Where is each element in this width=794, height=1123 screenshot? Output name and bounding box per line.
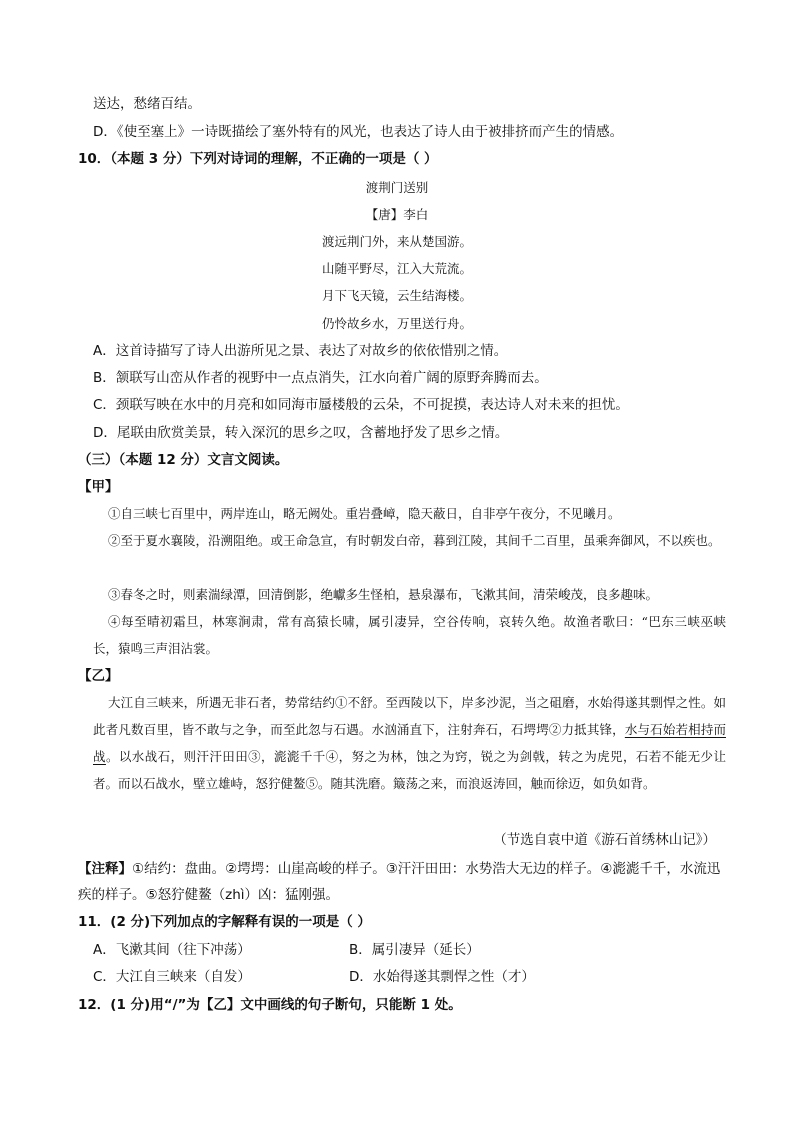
q11-option-c: C．大江自三峡来（自发） [93, 969, 251, 985]
yi-text-part-2: 。以水战石，则汗汗田田③，滮滮千千④，努之为林，蚀之为窍，锐之为剑戟，转之为虎兕，石若不能无少让者。而以石战水，壁立雄峙，怒狞健鳌⑤。随其洗磨。簸荡之来，而浪返涛回，触而徐迈，如负如背。 [93, 749, 726, 791]
notes-label: 【注释】 [78, 861, 132, 877]
q10-option-a: A．这首诗描写了诗人出游所见之景、表达了对故乡的依依惜别之情。 [93, 343, 508, 359]
poem-line: 山随平野尽，江入大荒流。 [321, 261, 472, 276]
poem-line: 渡远荆门外，来从楚国游。 [321, 234, 472, 249]
q10-option-d: D．尾联由欣赏美景，转入深沉的思乡之叹，含蓄地抒发了思乡之情。 [93, 425, 509, 441]
q10-option-c: C．颈联写映在水中的月亮和如同海市蜃楼般的云朵，不可捉摸，表达诗人对未来的担忧。 [93, 397, 629, 413]
yi-text-part-1: 大江自三峡来，所遇无非石者，势常结约①不舒。至西陵以下，岸多沙泥，当之砠磨，水始得遂其剽悍之性。如此者凡数百里，皆不敢与之争，而至此忽与石遇。水汹涌直下，注射奔石，石堮堮②力抵其锋， [93, 695, 726, 737]
jia-paragraph: ②至于夏水襄陵，沿溯阻绝。或王命急宣，有时朝发白帝，暮到江陵，其间千二百里，虽乘奔御风，不以疾也。 [108, 533, 721, 548]
q12-stem: 12．(1 分)用“/”为【乙】文中画线的句子断句，只能断 1 处。 [78, 997, 462, 1013]
section-heading: （三）（本题 12 分）文言文阅读。 [78, 452, 289, 468]
annotations [78, 856, 728, 908]
q9-option-d: D．《使至塞上》一诗既描绘了塞外特有的风光，也表达了诗人由于被排挤而产生的情感。 [93, 124, 624, 140]
yi-paragraph [93, 689, 726, 797]
q11-option-a: A．飞漱其间（往下冲荡） [93, 942, 251, 958]
q10-option-b: B．颔联写山峦从作者的视野中一点点消失，江水向着广阔的原野奔腾而去。 [93, 370, 548, 386]
poem-line: 仍怜故乡水，万里送行舟。 [321, 316, 472, 331]
poem-author: 【唐】李白 [365, 207, 429, 222]
q10-stem: 10．（本题 3 分）下列对诗词的理解，不正确的一项是（ ） [78, 151, 438, 167]
q11-option-b: B．属引凄异（延长） [349, 942, 480, 958]
q9-option-c-continuation: 送达，愁绪百结。 [93, 96, 201, 112]
source-citation: （节选自袁中道《游石首绣林山记》） [493, 832, 716, 848]
jia-paragraph: ③春冬之时，则素湍绿潭，回清倒影，绝巘多生怪柏，悬泉瀑布，飞漱其间，清荣峻茂，良多趣味。 [108, 587, 659, 602]
yi-label: 【乙】 [78, 668, 119, 684]
jia-paragraph: ④每至晴初霜旦，林寒涧肃，常有高猿长啸，属引凄异，空谷传响，哀转久绝。故渔者歌曰：“巴东三峡巫峡长，猿鸣三声泪沾裳。 [93, 614, 726, 656]
q11-option-d: D．水始得遂其剽悍之性（才） [349, 969, 535, 985]
poem-title: 渡荆门送别 [365, 180, 429, 195]
jia-paragraph: ①自三峡七百里中，两岸连山，略无阙处。重岩叠嶂，隐天蔽日，自非亭午夜分，不见曦月。 [108, 506, 621, 521]
jia-label: 【甲】 [78, 479, 119, 495]
poem-line: 月下飞天镜，云生结海楼。 [321, 288, 472, 303]
notes-text: ①结约：盘曲。②堮堮：山崖高峻的样子。③汗汗田田：水势浩大无边的样子。④滮滮千千，水流迅疾的样子。⑤怒狞健鳌（zhì）凶：猛刚强。 [78, 861, 721, 903]
yi-underlined-sentence: 水与石始若相持而战 [93, 722, 726, 764]
q11-stem: 11．(2 分)下列加点的字解释有误的一项是（ ） [78, 914, 371, 930]
